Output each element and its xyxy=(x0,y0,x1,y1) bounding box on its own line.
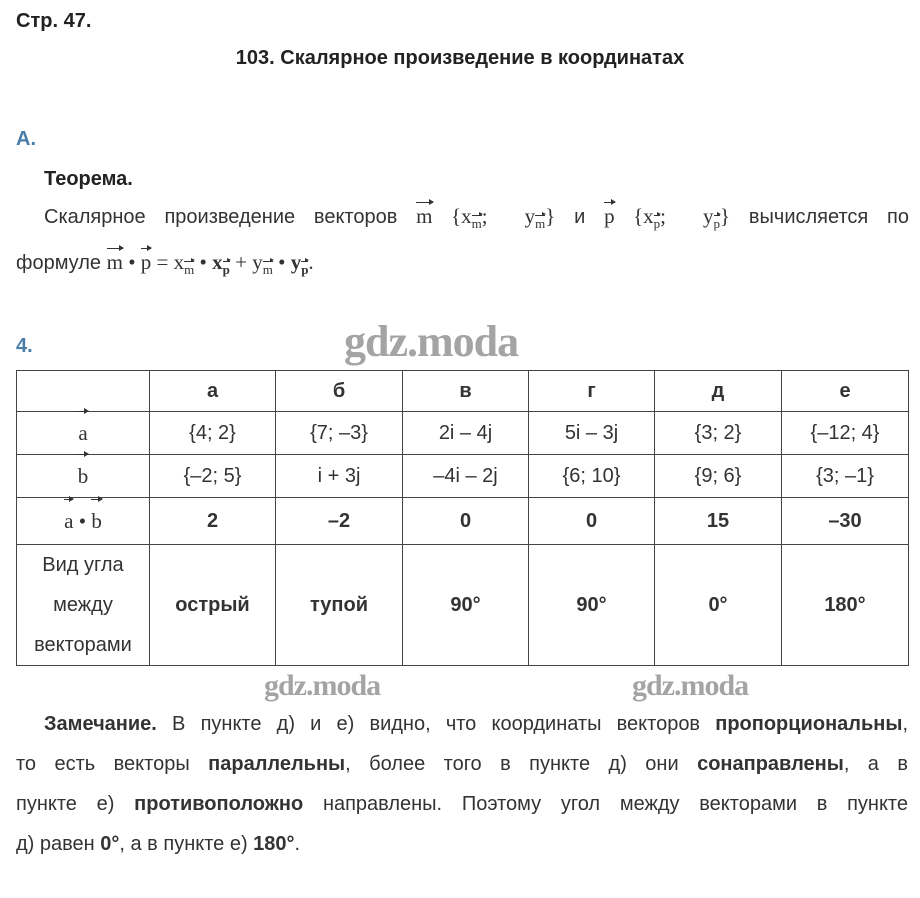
table-row-dot-product xyxy=(17,498,909,545)
table-cell: {6; 10} xyxy=(529,455,655,498)
table-header-cell: б xyxy=(276,371,403,412)
theorem-text-end: вычисляется по xyxy=(748,206,909,228)
section-a-label: А. xyxy=(16,128,36,150)
table-cell: i + 3j xyxy=(276,455,403,498)
table-header-cell: г xyxy=(529,371,655,412)
table-cell: {3; –1} xyxy=(782,455,909,498)
table-cell: {–2; 5} xyxy=(150,455,276,498)
table-cell: тупой xyxy=(276,545,403,666)
vector-m-definition: m {$x_m$; $y_m$} xyxy=(416,204,556,231)
table-cell: –2 xyxy=(276,498,403,545)
table-header-cell: е xyxy=(782,371,909,412)
vector-m: m xyxy=(416,204,433,228)
table-cell: 15 xyxy=(655,498,782,545)
row-label-vector-b: b xyxy=(17,455,150,498)
remark-heading: Замечание. xyxy=(44,713,157,735)
table-row-vector-a xyxy=(17,412,909,455)
table-cell: 90° xyxy=(529,545,655,666)
table-header-cell: а xyxy=(150,371,276,412)
table-cell: 90° xyxy=(403,545,529,666)
table-cell: –30 xyxy=(782,498,909,545)
table-row-vector-b xyxy=(17,455,909,498)
row-label-angle-type: Вид угла между векторами xyxy=(17,545,150,666)
table-row-angle-type xyxy=(17,545,909,666)
row-label-vector-a: a xyxy=(17,412,150,455)
table-header-row xyxy=(17,371,909,412)
vector-p: p xyxy=(604,204,615,228)
row-label-dot-product: a • b xyxy=(17,498,150,545)
table-cell: {4; 2} xyxy=(150,412,276,455)
theorem-heading: Теорема. xyxy=(44,168,133,190)
table-cell: –4i – 2j xyxy=(403,455,529,498)
table-cell: 0° xyxy=(655,545,782,666)
section-4-label: 4. xyxy=(16,335,33,357)
vectors-table xyxy=(16,370,909,666)
table-cell: 5i – 3j xyxy=(529,412,655,455)
theorem-line-2: формуле m • $p = x_m$ • $x_p + y_m$ • $y_p$. xyxy=(16,250,314,277)
conjunction-and: и xyxy=(574,206,586,228)
theorem-line-1 xyxy=(44,204,909,232)
watermark: gdz.moda xyxy=(264,669,381,702)
page-number: Стр. 47. xyxy=(16,10,92,32)
watermark: gdz.moda xyxy=(632,669,749,702)
table-cell: {7; –3} xyxy=(276,412,403,455)
table-header-cell: в xyxy=(403,371,529,412)
vector-p-definition: p {$x_p$; $y_p$} xyxy=(604,204,731,231)
watermark: gdz.moda xyxy=(344,317,519,366)
theorem-text: Скалярное произведение векторов xyxy=(44,206,398,228)
remark-paragraph: Замечание. В пункте д) и е) видно, что координаты векторов пропорциональны, то есть векторы параллельны, более того в пункте д) они сонаправлены, а в пункте е) противоположно направлены. Поэтому угол между векторами в пункте д) равен 0°, а в пункте е) 180°. xyxy=(16,713,909,855)
table-cell: острый xyxy=(150,545,276,666)
table-cell: 180° xyxy=(782,545,909,666)
table-cell: {9; 6} xyxy=(655,455,782,498)
page-title: 103. Скалярное произведение в координатах xyxy=(235,47,685,69)
table-cell: 2i – 4j xyxy=(403,412,529,455)
table-cell: {3; 2} xyxy=(655,412,782,455)
table-header-cell xyxy=(17,371,150,412)
table-header-cell: д xyxy=(655,371,782,412)
dot-product-formula: m • $p = x_m$ • $x_p + y_m$ • $y_p$. xyxy=(106,250,314,277)
table-cell: 0 xyxy=(403,498,529,545)
table-cell: {–12; 4} xyxy=(782,412,909,455)
table-cell: 0 xyxy=(529,498,655,545)
table-cell: 2 xyxy=(150,498,276,545)
